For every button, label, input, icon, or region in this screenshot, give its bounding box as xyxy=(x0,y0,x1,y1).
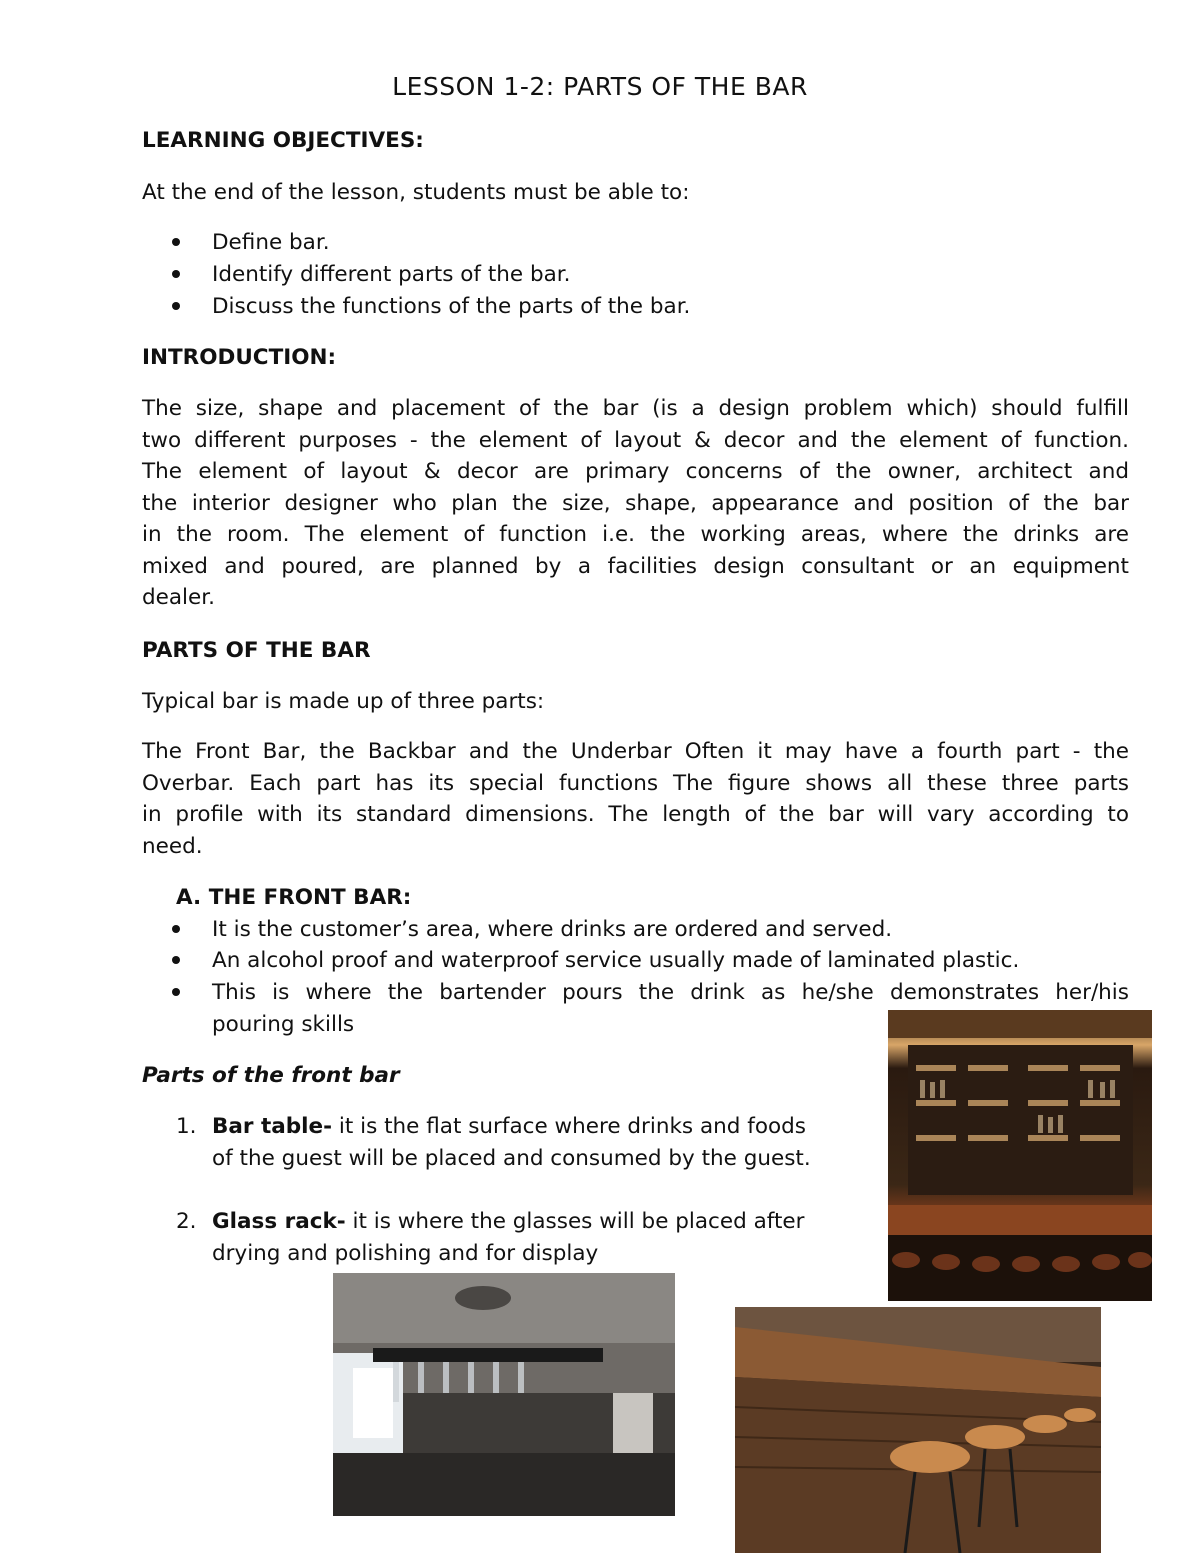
paragraph-line: The element of layout & decor are primary concerns of the owner, architect and xyxy=(142,459,1129,484)
bullet-icon xyxy=(172,238,184,250)
objective-item: Discuss the functions of the parts of the bar. xyxy=(212,294,691,319)
paragraph-line: two different purposes - the element of layout & decor and the element of function. xyxy=(142,427,1129,453)
bullet-icon xyxy=(172,302,184,314)
front-bar-item-continued: pouring skills xyxy=(212,1012,355,1037)
bullet-icon xyxy=(172,270,184,282)
paragraph-line: Overbar. Each part has its special functions The figure shows all these three parts xyxy=(142,770,1129,796)
front-bar-item: This is where the bartender pours the drink as he/she demonstrates her/his xyxy=(212,980,1129,1005)
front-bar-item: It is the customer’s area, where drinks are ordered and served. xyxy=(212,917,893,942)
objectives-heading: LEARNING OBJECTIVES: xyxy=(142,128,424,153)
objective-item: Identify different parts of the bar. xyxy=(212,262,571,287)
parts-heading: PARTS OF THE BAR xyxy=(142,638,371,663)
objectives-intro: At the end of the lesson, students must be able to: xyxy=(142,180,690,205)
paragraph-line: The size, shape and placement of the bar (is a design problem which) should fulfill xyxy=(142,396,1129,421)
bar-counter-photo xyxy=(735,1307,1101,1553)
list-number: 1. xyxy=(176,1114,197,1139)
list-item-line: of the guest will be placed and consumed by the guest. xyxy=(212,1146,811,1171)
term: Bar table- xyxy=(212,1114,333,1139)
objective-item: Define bar. xyxy=(212,230,330,255)
paragraph-line: in the room. The element of function i.e. the working areas, where the drinks are xyxy=(142,522,1129,547)
bullet-icon xyxy=(172,925,184,937)
list-item-line xyxy=(212,1206,804,1238)
paragraph-line: the interior designer who plan the size, shape, appearance and position of the bar xyxy=(142,490,1129,516)
list-number: 2. xyxy=(176,1209,197,1234)
front-bar-item: An alcohol proof and waterproof service usually made of laminated plastic. xyxy=(212,948,1020,973)
definition: it is where the glasses will be placed after xyxy=(345,1209,805,1234)
definition: it is the flat surface where drinks and foods xyxy=(332,1114,806,1139)
parts-paragraph xyxy=(142,736,1129,862)
parts-intro: Typical bar is made up of three parts: xyxy=(142,689,545,714)
paragraph-line: The Front Bar, the Backbar and the Underbar Often it may have a fourth part - the xyxy=(142,739,1129,764)
page-title: LESSON 1-2: PARTS OF THE BAR xyxy=(392,72,808,101)
paragraph-line: dealer. xyxy=(142,585,215,610)
paragraph-line: need. xyxy=(142,833,203,859)
introduction-heading: INTRODUCTION: xyxy=(142,345,337,370)
bar-interior-photo xyxy=(888,1010,1152,1301)
paragraph-line: mixed and poured, are planned by a facilities design consultant or an equipment xyxy=(142,553,1129,579)
bullet-icon xyxy=(172,956,184,968)
bullet-icon xyxy=(172,988,184,1000)
term: Glass rack- xyxy=(212,1209,346,1234)
front-bar-heading: A. THE FRONT BAR: xyxy=(176,885,412,910)
front-bar-subheading: Parts of the front bar xyxy=(142,1063,400,1088)
paragraph-line: in profile with its standard dimensions. The length of the bar will vary according to xyxy=(142,802,1129,827)
introduction-paragraph xyxy=(142,393,1129,614)
glass-rack-photo xyxy=(333,1273,675,1516)
list-item-line xyxy=(212,1111,806,1143)
list-item-line: drying and polishing and for display xyxy=(212,1241,599,1266)
